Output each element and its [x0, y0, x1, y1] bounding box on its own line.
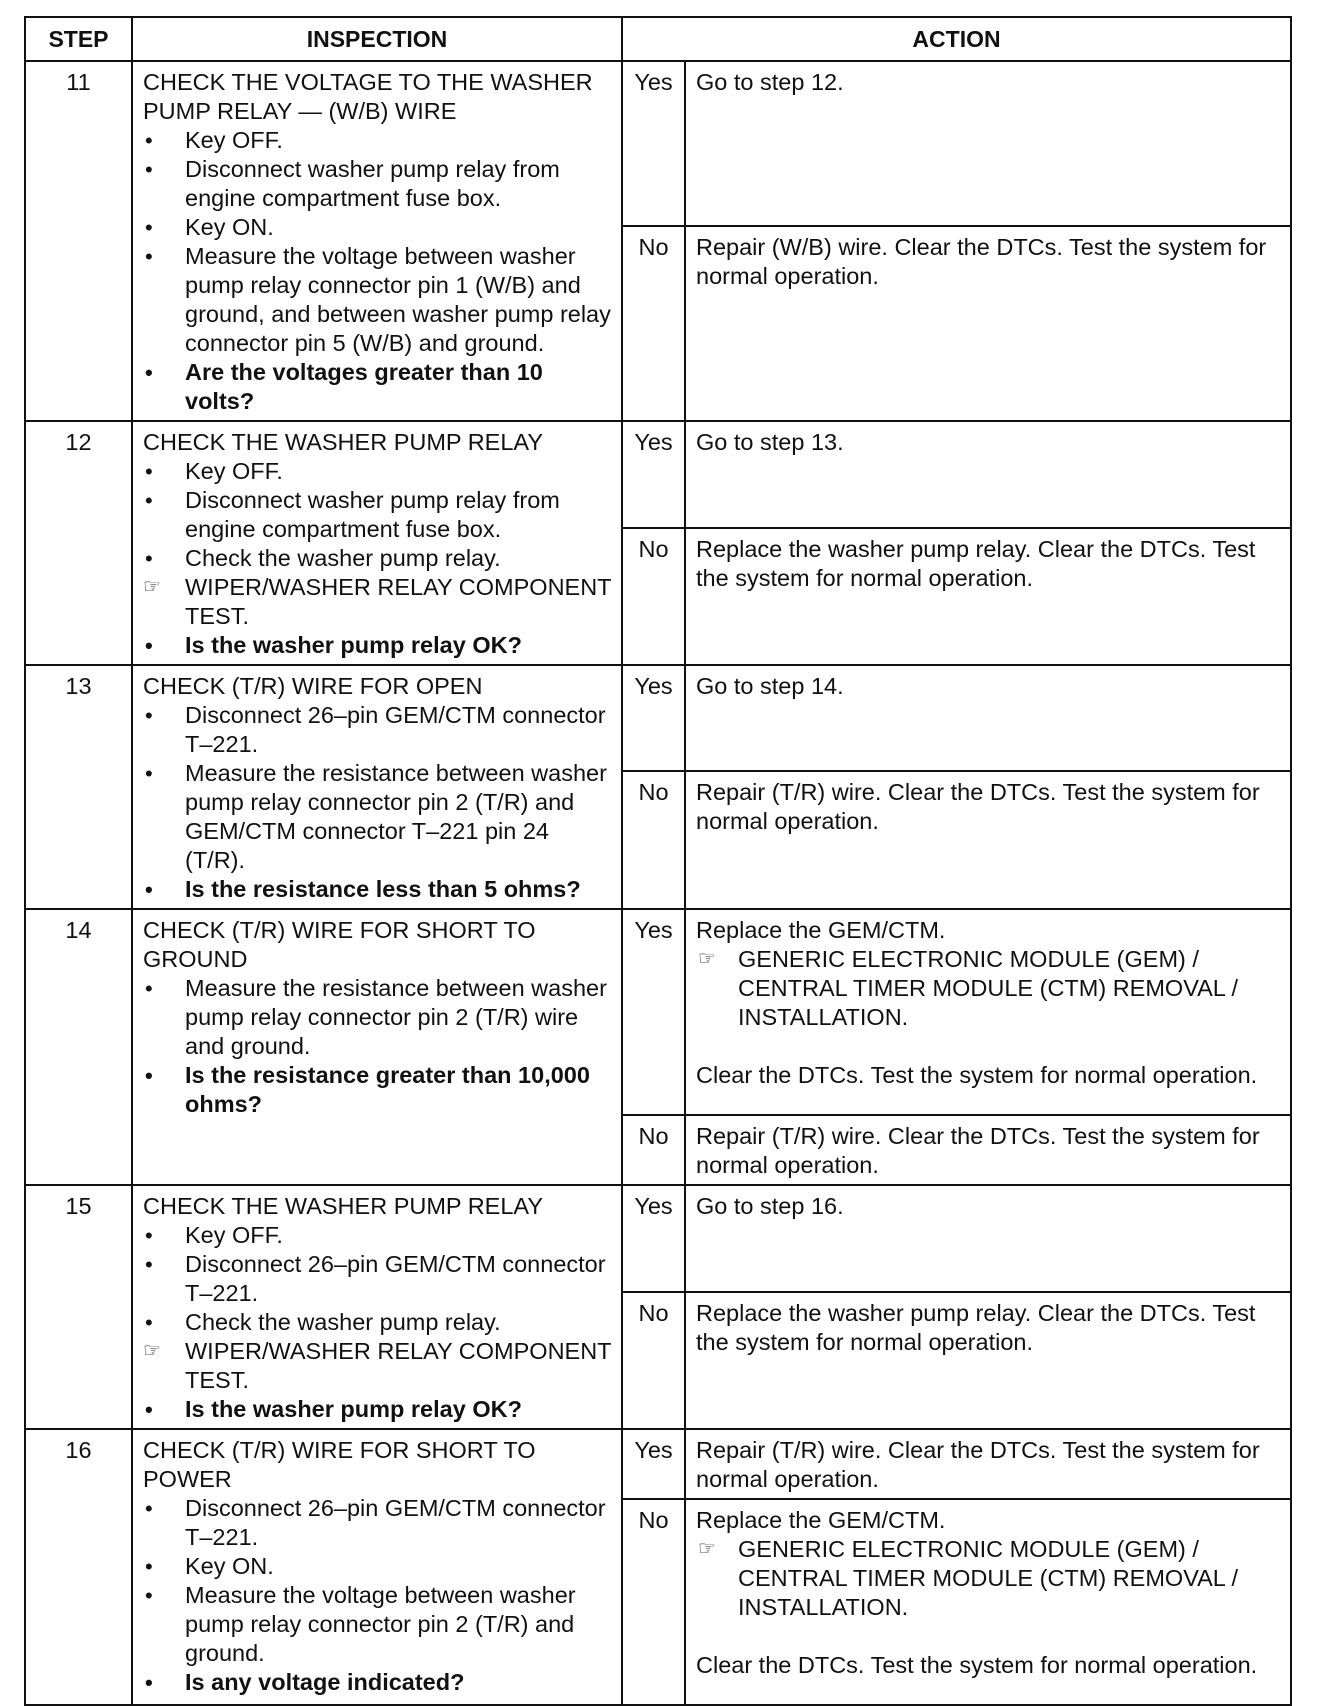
list-item: • Check the washer pump relay. — [143, 544, 613, 573]
action-reference — [696, 1535, 1282, 1622]
inspection-title: CHECK THE VOLTAGE TO THE WASHER PUMP RELAY — (W/B) WIRE — [143, 69, 593, 124]
inspection-question: • Is the resistance greater than 10,000 ohms? — [143, 1061, 613, 1119]
action-yes: Go to step 14. — [685, 665, 1291, 771]
inspection-question: • Are the voltages greater than 10 volts? — [143, 358, 613, 416]
step-number: 11 — [25, 61, 132, 421]
action-yes: Go to step 12. — [685, 61, 1291, 226]
action-yes-end: Clear the DTCs. Test the system for normal operation. — [696, 1062, 1258, 1088]
answer-no: No — [622, 1115, 685, 1185]
list-item: • Disconnect washer pump relay from engine compartment fuse box. — [143, 155, 613, 213]
step-number: 15 — [25, 1185, 132, 1429]
answer-yes: Yes — [622, 1185, 685, 1292]
inspection-list — [143, 1221, 613, 1424]
inspection-title: CHECK (T/R) WIRE FOR SHORT TO GROUND — [143, 917, 536, 972]
diagnostic-table — [24, 16, 1292, 1706]
action-no-cell — [685, 1499, 1291, 1705]
answer-no: No — [622, 1292, 685, 1429]
inspection-cell — [132, 909, 622, 1185]
header-action: ACTION — [622, 17, 1291, 61]
pointing-hand-icon: ☞ — [698, 948, 716, 970]
inspection-cell — [132, 665, 622, 909]
step-number: 16 — [25, 1429, 132, 1705]
header-step: STEP — [25, 17, 132, 61]
inspection-title: CHECK THE WASHER PUMP RELAY — [143, 429, 544, 455]
step-number: 13 — [25, 665, 132, 909]
inspection-list — [143, 126, 613, 416]
action-yes: Go to step 16. — [685, 1185, 1291, 1292]
list-item: • Measure the voltage between washer pump relay connector pin 2 (T/R) and ground. — [143, 1581, 613, 1668]
answer-no: No — [622, 1499, 685, 1705]
action-reference-text: GENERIC ELECTRONIC MODULE (GEM) / CENTRAL TIMER MODULE (CTM) REMOVAL / INSTALLATION. — [738, 946, 1239, 1030]
answer-yes: Yes — [622, 61, 685, 226]
table-row — [25, 61, 1291, 226]
action-yes: Repair (T/R) wire. Clear the DTCs. Test the system for normal operation. — [685, 1429, 1291, 1499]
list-item: • Key ON. — [143, 213, 613, 242]
list-item: • Measure the voltage between washer pump relay connector pin 1 (W/B) and ground, and between washer pump relay connector pin 5 (W/B) and ground. — [143, 242, 613, 358]
inspection-list — [143, 974, 613, 1119]
list-item: • Key OFF. — [143, 126, 613, 155]
inspection-question: • Is the washer pump relay OK? — [143, 631, 613, 660]
answer-yes: Yes — [622, 909, 685, 1115]
action-no: Replace the washer pump relay. Clear the DTCs. Test the system for normal operation. — [685, 1292, 1291, 1429]
inspection-title: CHECK THE WASHER PUMP RELAY — [143, 1193, 544, 1219]
answer-no: No — [622, 528, 685, 665]
answer-no: No — [622, 226, 685, 421]
table-row — [25, 909, 1291, 1115]
inspection-question: • Is any voltage indicated? — [143, 1668, 613, 1697]
inspection-question: • Is the washer pump relay OK? — [143, 1395, 613, 1424]
step-number: 12 — [25, 421, 132, 665]
reference-item: ☞ WIPER/WASHER RELAY COMPONENT TEST. — [143, 573, 613, 631]
list-item: • Key OFF. — [143, 457, 613, 486]
action-no-end: Clear the DTCs. Test the system for normal operation. — [696, 1652, 1258, 1678]
inspection-question: • Is the resistance less than 5 ohms? — [143, 875, 613, 904]
action-yes-cell — [685, 909, 1291, 1115]
answer-no: No — [622, 771, 685, 909]
spacer — [696, 1622, 1282, 1651]
reference-item: ☞ WIPER/WASHER RELAY COMPONENT TEST. — [143, 1337, 613, 1395]
list-item: • Disconnect washer pump relay from engine compartment fuse box. — [143, 486, 613, 544]
list-item: • Disconnect 26–pin GEM/CTM connector T–221. — [143, 701, 613, 759]
list-item: • Key OFF. — [143, 1221, 613, 1250]
inspection-title: CHECK (T/R) WIRE FOR OPEN — [143, 673, 483, 699]
inspection-list — [143, 1494, 613, 1697]
inspection-title: CHECK (T/R) WIRE FOR SHORT TO POWER — [143, 1437, 536, 1492]
action-yes: Replace the GEM/CTM. — [696, 917, 946, 943]
list-item: • Key ON. — [143, 1552, 613, 1581]
list-item: • Disconnect 26–pin GEM/CTM connector T–221. — [143, 1494, 613, 1552]
table-row — [25, 421, 1291, 528]
answer-yes: Yes — [622, 1429, 685, 1499]
action-reference — [696, 945, 1282, 1032]
spacer — [696, 1032, 1282, 1061]
inspection-cell — [132, 421, 622, 665]
list-item: • Disconnect 26–pin GEM/CTM connector T–221. — [143, 1250, 613, 1308]
inspection-cell — [132, 1185, 622, 1429]
inspection-list — [143, 701, 613, 904]
answer-yes: Yes — [622, 665, 685, 771]
action-no: Repair (W/B) wire. Clear the DTCs. Test the system for normal operation. — [685, 226, 1291, 421]
list-item: • Check the washer pump relay. — [143, 1308, 613, 1337]
action-no: Replace the washer pump relay. Clear the DTCs. Test the system for normal operation. — [685, 528, 1291, 665]
table-row — [25, 1185, 1291, 1292]
action-no: Replace the GEM/CTM. — [696, 1507, 946, 1533]
list-item: • Measure the resistance between washer pump relay connector pin 2 (T/R) and GEM/CTM connector T–221 pin 24 (T/R). — [143, 759, 613, 875]
table-row — [25, 1429, 1291, 1499]
table-row — [25, 665, 1291, 771]
action-yes: Go to step 13. — [685, 421, 1291, 528]
action-no: Repair (T/R) wire. Clear the DTCs. Test the system for normal operation. — [685, 771, 1291, 909]
answer-yes: Yes — [622, 421, 685, 528]
step-number: 14 — [25, 909, 132, 1185]
pointing-hand-icon: ☞ — [698, 1538, 716, 1560]
inspection-cell — [132, 1429, 622, 1705]
action-reference-text: GENERIC ELECTRONIC MODULE (GEM) / CENTRAL TIMER MODULE (CTM) REMOVAL / INSTALLATION. — [738, 1536, 1239, 1620]
list-item: • Measure the resistance between washer pump relay connector pin 2 (T/R) wire and ground. — [143, 974, 613, 1061]
header-row — [25, 17, 1291, 61]
action-no: Repair (T/R) wire. Clear the DTCs. Test the system for normal operation. — [685, 1115, 1291, 1185]
inspection-list — [143, 457, 613, 660]
inspection-cell — [132, 61, 622, 421]
header-inspection: INSPECTION — [132, 17, 622, 61]
